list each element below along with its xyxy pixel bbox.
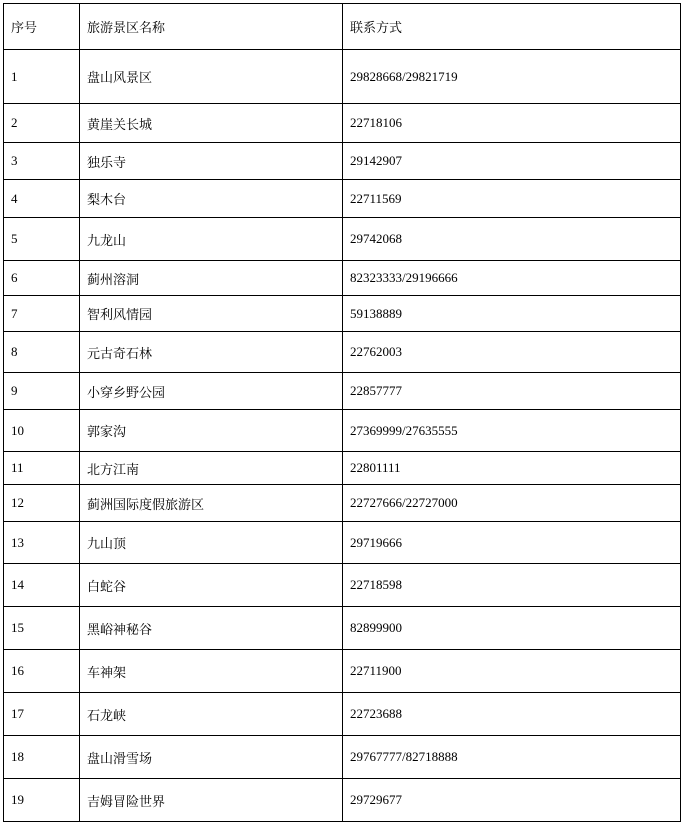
scenic-area-name: 盘山滑雪场 [80,736,343,779]
table-row [4,50,681,104]
scenic-area-name: 吉姆冒险世界 [80,779,343,822]
header-contact: 联系方式 [343,4,681,50]
table-header-row [4,4,681,50]
contact-phone: 59138889 [343,296,681,332]
row-number: 6 [4,261,80,296]
table-row [4,373,681,410]
table-row [4,564,681,607]
table-row [4,296,681,332]
contact-phone: 29767777/82718888 [343,736,681,779]
scenic-area-name: 元古奇石林 [80,332,343,373]
contact-phone: 29142907 [343,143,681,180]
row-number: 9 [4,373,80,410]
table-row [4,410,681,452]
table-row [4,143,681,180]
scenic-area-contact-table [3,3,681,822]
contact-phone: 29742068 [343,218,681,261]
row-number: 17 [4,693,80,736]
row-number: 10 [4,410,80,452]
scenic-area-name: 北方江南 [80,452,343,485]
contact-phone: 82899900 [343,607,681,650]
table-row [4,180,681,218]
scenic-area-name: 盘山风景区 [80,50,343,104]
table-row [4,607,681,650]
contact-phone: 27369999/27635555 [343,410,681,452]
scenic-area-name: 智利风情园 [80,296,343,332]
scenic-area-name: 蓟洲国际度假旅游区 [80,485,343,522]
table-row [4,452,681,485]
table-row [4,104,681,143]
scenic-area-name: 梨木台 [80,180,343,218]
table-row [4,332,681,373]
row-number: 8 [4,332,80,373]
row-number: 11 [4,452,80,485]
contact-phone: 22711900 [343,650,681,693]
row-number: 4 [4,180,80,218]
scenic-area-name: 九龙山 [80,218,343,261]
row-number: 15 [4,607,80,650]
row-number: 16 [4,650,80,693]
contact-phone: 22723688 [343,693,681,736]
contact-phone: 22801111 [343,452,681,485]
scenic-area-name: 黑峪神秘谷 [80,607,343,650]
contact-phone: 22718106 [343,104,681,143]
row-number: 2 [4,104,80,143]
contact-phone: 29729677 [343,779,681,822]
row-number: 14 [4,564,80,607]
contact-phone: 29719666 [343,522,681,564]
scenic-area-name: 九山顶 [80,522,343,564]
scenic-area-name: 郭家沟 [80,410,343,452]
row-number: 3 [4,143,80,180]
table-row [4,736,681,779]
header-no: 序号 [4,4,80,50]
table-row [4,650,681,693]
table-row [4,693,681,736]
scenic-area-name: 蓟州溶洞 [80,261,343,296]
table-body [4,50,681,822]
row-number: 18 [4,736,80,779]
table-row [4,485,681,522]
scenic-area-name: 车神架 [80,650,343,693]
scenic-area-name: 黄崖关长城 [80,104,343,143]
table-row [4,218,681,261]
contact-phone: 22711569 [343,180,681,218]
table-row [4,779,681,822]
contact-phone: 22718598 [343,564,681,607]
contact-phone: 29828668/29821719 [343,50,681,104]
header-name: 旅游景区名称 [80,4,343,50]
row-number: 13 [4,522,80,564]
row-number: 5 [4,218,80,261]
contact-phone: 22762003 [343,332,681,373]
scenic-area-name: 独乐寺 [80,143,343,180]
row-number: 7 [4,296,80,332]
table-row [4,261,681,296]
row-number: 19 [4,779,80,822]
contact-phone: 22727666/22727000 [343,485,681,522]
contact-phone: 82323333/29196666 [343,261,681,296]
row-number: 1 [4,50,80,104]
scenic-area-name: 石龙峡 [80,693,343,736]
table-row [4,522,681,564]
row-number: 12 [4,485,80,522]
scenic-area-name: 白蛇谷 [80,564,343,607]
scenic-area-name: 小穿乡野公园 [80,373,343,410]
contact-phone: 22857777 [343,373,681,410]
